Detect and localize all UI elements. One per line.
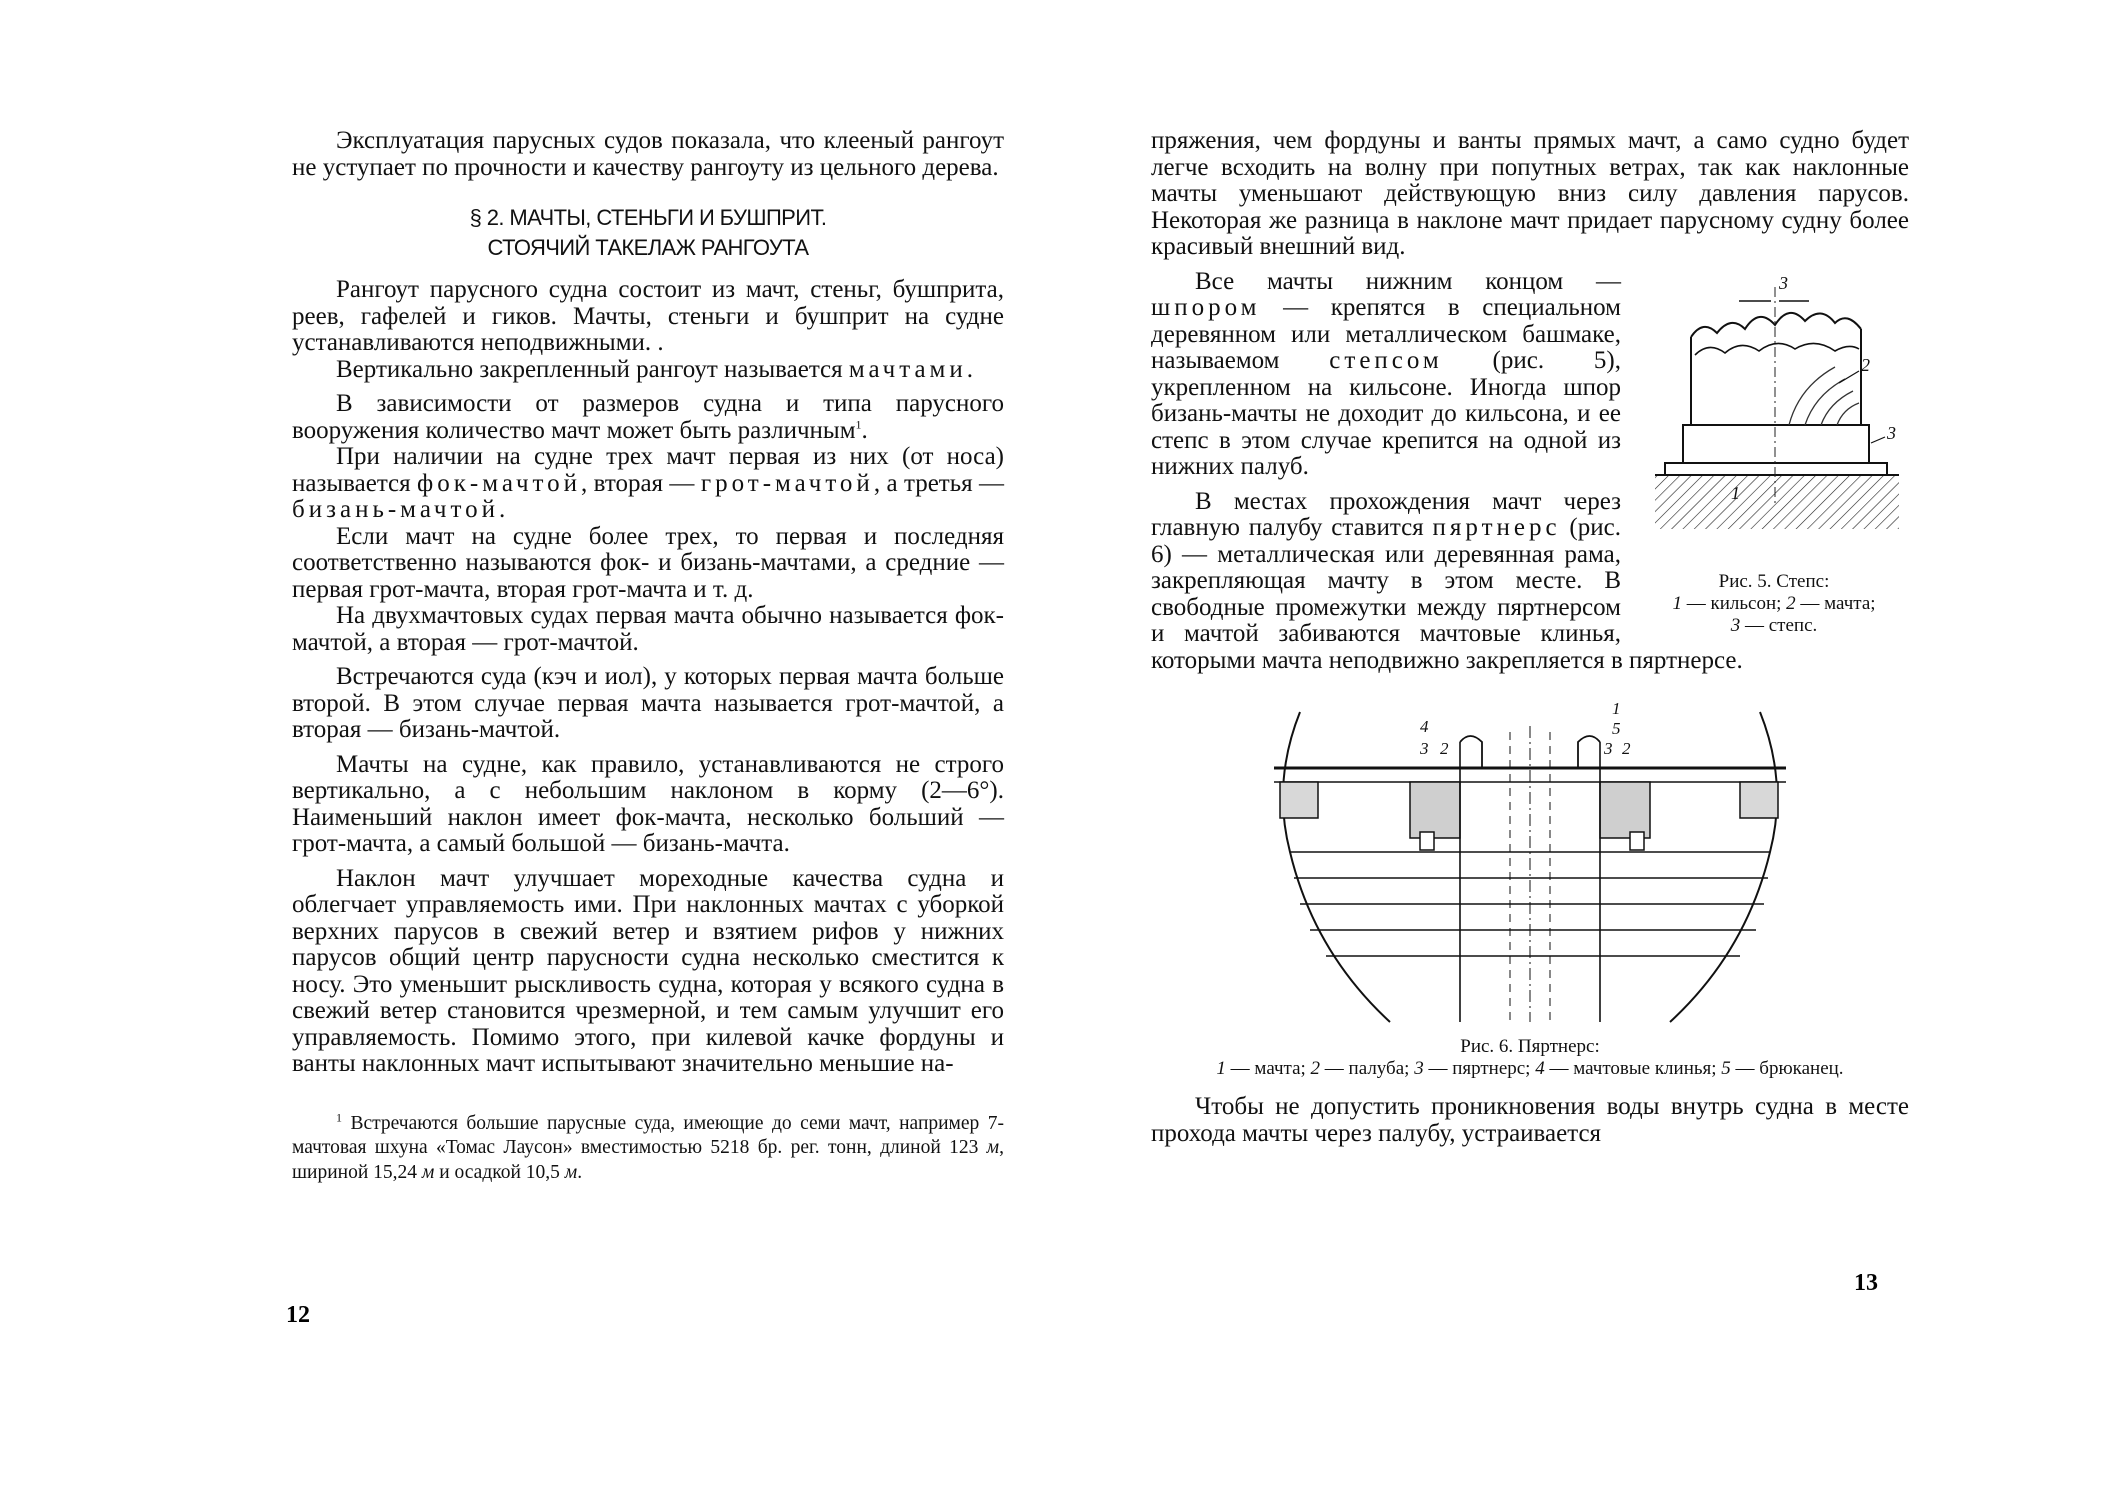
- term-heel: шпором: [1151, 294, 1261, 321]
- coat-left: [1460, 736, 1482, 768]
- step-base: [1665, 463, 1887, 475]
- section-heading: [292, 203, 1004, 263]
- figure-6-caption-title: Рис. 6. Пяртнерс:: [1460, 1036, 1600, 1057]
- figure-6-label-4: 4: [1420, 717, 1429, 736]
- term-fok-mast: фок-мачтой: [417, 469, 582, 497]
- figure-6-drawing: [1270, 702, 1790, 1032]
- figure-5: [1639, 267, 1909, 637]
- paragraph-step: Все мачты нижним концом — шпором — крепятся в специальном деревянном или металлическом башмаке, называемом степсом (рис. 5), укрепленном на кильсоне. Иногда шпор бизань-мачты не доходит до кильсона, и ее степс в этом случае крепится на одной из нижних палуб.: [1151, 267, 1621, 480]
- partners-left: [1410, 782, 1460, 838]
- figure-6-caption: [1151, 1036, 1909, 1080]
- term-step: степсом: [1329, 347, 1443, 374]
- term-partners: пяртнерс: [1432, 514, 1561, 541]
- figure-5-caption-legend: 1 — кильсон; 2 — мачта;: [1672, 592, 1876, 614]
- footnote: $^1$ Встречаются большие парусные суда, имеющие до семи мачт, например 7-мачтовая шхуна «Томас Лаусон» вместимостью 5218 бр. рег. тонн, длиной 123 м, шириной 15,24 м и осадкой 10,5 м.: [292, 1110, 1004, 1183]
- right-text-column: [1151, 128, 1909, 1147]
- figure-5-caption: [1639, 571, 1909, 637]
- leader-3: [1871, 437, 1885, 443]
- figure-5-drawing: [1639, 267, 1909, 567]
- keelson-hatching: [1655, 475, 1899, 529]
- figure-5-caption-legend-2: 3 — степс.: [1730, 614, 1818, 636]
- term-bizan-mast: бизань-мачтой: [292, 496, 499, 523]
- paragraph-three-masts: При наличии на судне трех мачт первая из них (от носа) называется фок-мачтой, вторая — грот-мачтой, а третья — бизань-мачтой.: [292, 443, 1005, 523]
- figure-6: [1270, 702, 1790, 1032]
- right-page: [1052, 0, 2105, 1489]
- figure-5-label-2: 2: [1861, 354, 1870, 375]
- paragraph-more-masts: Если мачт на судне более трех, то первая и последняя соответственно называются фок- и бизань-мачтами, а средние — первая грот-мачта, вторая грот-мачта и т. д.: [292, 522, 1004, 603]
- term-grot-mast: грот-мачтой: [700, 469, 874, 497]
- section-heading-line-2: СТОЯЧИЙ ТАКЕЛАЖ РАНГОУТА: [487, 235, 809, 260]
- figure-5-caption-title: Рис. 5. Степс:: [1718, 570, 1830, 592]
- figure-6-label-2-left: 2: [1440, 739, 1449, 758]
- beam-left-outer: [1280, 782, 1318, 818]
- paragraph-partners: В местах прохождения мачт через главную палубу ставится пяртнерс (рис. 6) — металлическая или деревянная рама, закрепляющая мачту в этом месте. В свободные промежутки между пяртнерсом и мачтой забиваются мачтовые клинья, которыми мачта неподвижно закрепляется в пяртнерсе.: [1151, 487, 1743, 674]
- figure-6-label-3-left: 3: [1420, 739, 1429, 758]
- figure-6-label-3-right: 3: [1604, 739, 1613, 758]
- footnote-mark: 1: [336, 1110, 342, 1124]
- left-text-column: [292, 128, 1004, 1185]
- paragraph-rangout: Рангоут парусного судна состоит из мачт, стеньг, бушприта, реев, гафелей и гиков. Мачты, стеньги и бушприт на судне устанавливаются неподвижными. .: [292, 276, 1004, 356]
- bolt-right: [1630, 832, 1644, 850]
- page-number-left: 12: [286, 1302, 310, 1328]
- hull-right-curve: [1670, 712, 1777, 1022]
- figure-6-label-1: 1: [1612, 702, 1621, 718]
- figure-6-caption-legend: 1 — мачта; 2 — палуба; 3 — пяртнерс; 4 — мачтовые клинья; 5 — брюканец.: [1216, 1058, 1844, 1079]
- coat-right: [1578, 736, 1600, 768]
- paragraph-water: Чтобы не допустить проникновения воды внутрь судна в месте прохода мачты через палубу, устраивается: [1151, 1093, 1909, 1147]
- bolt-left: [1420, 832, 1434, 850]
- step-collar: [1683, 425, 1869, 463]
- paragraph-rake-benefits: Наклон мачт улучшает мореходные качества судна и облегчает управляемость ими. При наклонных мачтах с уборкой верхних парусов в свежий ветер и взятием рифов у нижних парусов общий центр парусности судна несколько сместится к носу. Это уменьшит рыскливость судна, которая у всякого судна в свежий ветер становится чрезмерной, и тем самым улучшит его управляемость. Помимо этого, при килевой качке фордуны и ванты наклонных мачт испытывают значительно меньшие на-: [292, 864, 1004, 1077]
- footnote-reference: 1: [855, 417, 862, 432]
- paragraph-mast-count: В зависимости от размеров судна и типа парусного вооружения количество мачт может быть различным$^1$.: [292, 390, 1004, 444]
- beam-right-outer: [1740, 782, 1778, 818]
- page-number-right: 13: [1854, 1270, 1878, 1296]
- left-page: [0, 0, 1052, 1489]
- figure-5-label-1: 1: [1731, 482, 1740, 503]
- figure-5-label-3: 3: [1887, 422, 1896, 443]
- figure-5-label-top: 3: [1779, 272, 1788, 293]
- hull-left-curve: [1283, 712, 1390, 1022]
- paragraph-two-masts: На двухмачтовых судах первая мачта обычно называется фок-мачтой, а вторая — грот-мачтой.: [292, 602, 1004, 656]
- paragraph-masts-definition: Вертикально закрепленный рангоут называется мачтами.: [336, 355, 973, 383]
- paragraph-ketch-yawl: Встречаются суда (кэч и иол), у которых первая мачта больше второй. В этом случае первая мачта называется грот-мачтой, а вторая — бизань-мачтой.: [292, 663, 1004, 743]
- figure-6-label-5: 5: [1612, 719, 1621, 738]
- term-masts: мачтами: [848, 355, 967, 383]
- paragraph-intro: Эксплуатация парусных судов показала, что клееный рангоут не уступает по прочности и качеству рангоуту из цельного дерева.: [292, 127, 1004, 181]
- paragraph-continuation: пряжения, чем фордуны и ванты прямых мачт, а само судно будет легче всходить на волну при попутных ветрах, так как наклонные мачты уменьшают действующую вниз силу давления парусов. Некоторая же разница в наклоне мачт придает парусному судну более красивый внешний вид.: [1151, 127, 1909, 260]
- paragraph-mast-rake: Мачты на судне, как правило, устанавливаются не строго вертикально, а с небольшим наклоном в корму (2—6°). Наименьший наклон имеет фок-мачта, несколько больший — грот-мачта, а самый большой — бизань-мачта.: [292, 750, 1004, 857]
- section-heading-line-1: § 2. МАЧТЫ, СТЕНЬГИ И БУШПРИТ.: [469, 205, 827, 230]
- partners-right: [1600, 782, 1650, 838]
- figure-6-label-2-right: 2: [1622, 739, 1631, 758]
